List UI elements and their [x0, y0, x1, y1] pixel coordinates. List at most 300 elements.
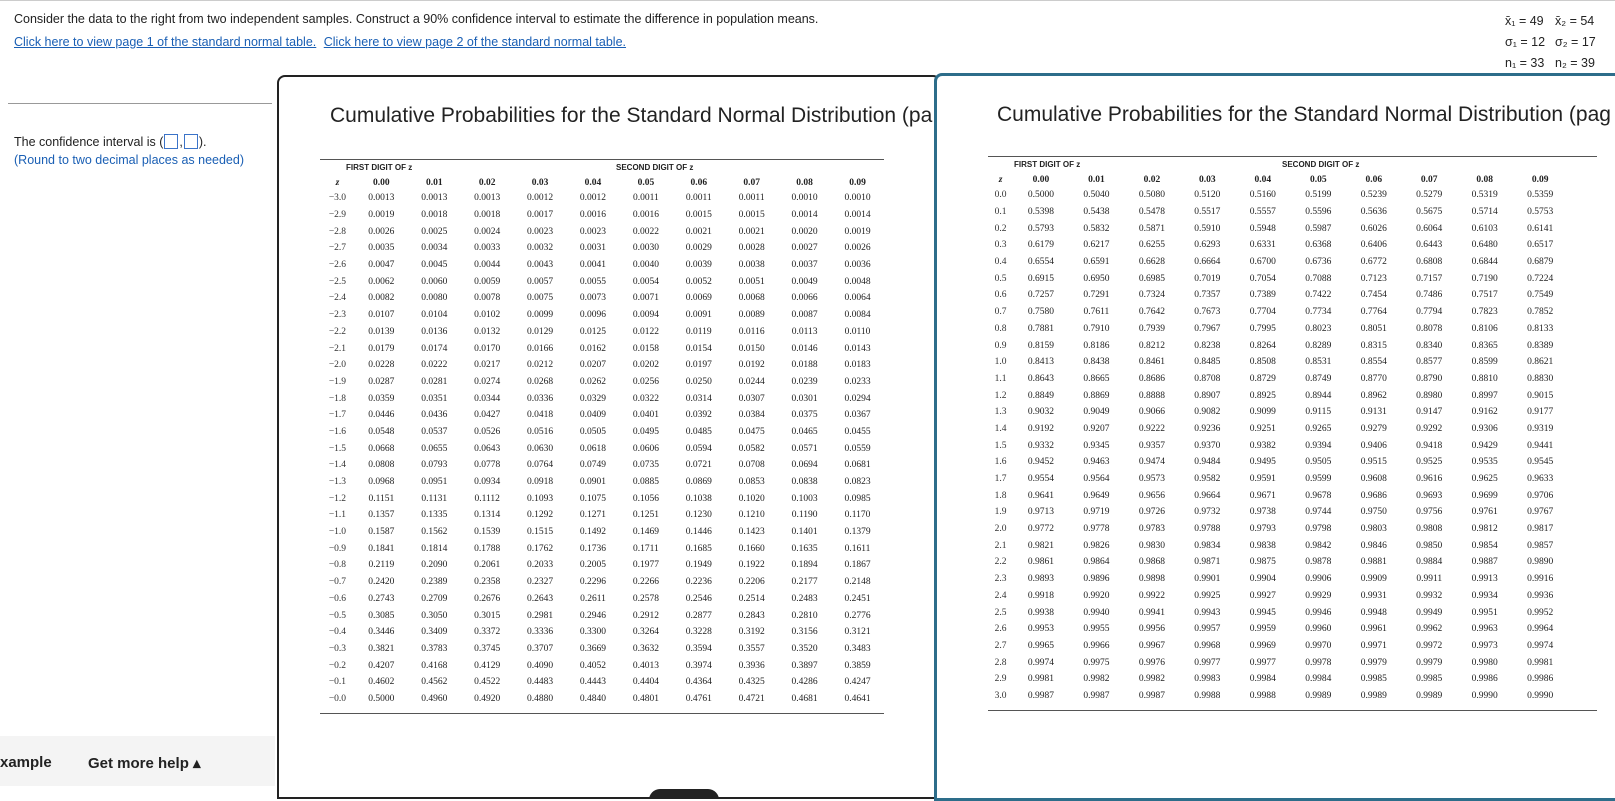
probability-cell: 0.3936	[738, 660, 765, 671]
probability-cell: 0.9850	[1416, 540, 1443, 551]
probability-cell: 0.0655	[421, 443, 448, 454]
z-value-cell: 1.5	[994, 440, 1007, 451]
probability-cell: 0.9394	[1305, 440, 1332, 451]
table-row	[320, 307, 884, 324]
probability-cell: 0.9990	[1471, 690, 1498, 701]
probability-cell: 0.7995	[1249, 323, 1276, 334]
probability-cell: 0.8212	[1138, 340, 1165, 351]
probability-cell: 0.1335	[421, 510, 448, 521]
probability-cell: 0.2451	[844, 593, 871, 604]
probability-cell: 0.8289	[1305, 340, 1332, 351]
probability-cell: 0.3015	[474, 610, 501, 621]
table1-grid	[320, 175, 884, 707]
probability-cell: 0.1788	[474, 543, 501, 554]
probability-cell: 0.8944	[1305, 390, 1332, 401]
probability-cell: 0.0066	[791, 293, 818, 304]
probability-cell: 0.0048	[844, 276, 871, 287]
probability-cell: 0.0359	[368, 393, 395, 404]
probability-cell: 0.9987	[1138, 690, 1165, 701]
z-value-cell: −0.1	[328, 677, 347, 688]
probability-cell: 0.9429	[1471, 440, 1498, 451]
probability-cell: 0.1357	[368, 510, 395, 521]
probability-cell: 0.5871	[1138, 223, 1165, 234]
probability-cell: 0.5319	[1471, 190, 1498, 201]
z-value-cell: −1.8	[328, 393, 347, 404]
probability-cell: 0.0853	[738, 477, 765, 488]
get-more-help-button[interactable]: Get more help ▴	[88, 755, 201, 772]
probability-cell: 0.1093	[527, 493, 554, 504]
normal-table-page1-link[interactable]: Click here to view page 1 of the standard normal table.	[14, 35, 317, 49]
table-header-cell: z	[998, 174, 1003, 185]
probability-cell: 0.6293	[1194, 240, 1221, 251]
probability-cell: 0.1539	[474, 527, 501, 538]
probability-cell: 0.3336	[527, 627, 554, 638]
probability-cell: 0.3483	[844, 643, 871, 654]
probability-cell: 0.9306	[1471, 423, 1498, 434]
probability-cell: 0.0073	[579, 293, 607, 304]
probability-cell: 0.0034	[421, 243, 448, 254]
z-value-cell: 0.2	[994, 223, 1007, 234]
probability-cell: 0.5040	[1083, 190, 1110, 201]
probability-cell: 0.7549	[1527, 290, 1554, 301]
probability-cell: 0.9545	[1527, 457, 1554, 468]
probability-cell: 0.5596	[1305, 207, 1332, 218]
table-row	[320, 324, 884, 341]
probability-cell: 0.0735	[632, 460, 659, 471]
probability-cell: 0.0749	[579, 460, 607, 471]
z-value-cell: 1.4	[994, 423, 1007, 434]
probability-cell: 0.0116	[738, 326, 765, 337]
probability-cell: 0.2546	[685, 593, 712, 604]
probability-cell: 0.9938	[1027, 607, 1054, 618]
probability-cell: 0.0031	[579, 243, 607, 254]
probability-cell: 0.2033	[527, 560, 554, 571]
table-row	[988, 671, 1568, 688]
probability-cell: 0.0020	[791, 226, 818, 237]
probability-cell: 0.0314	[685, 393, 712, 404]
normal-table-page2-link[interactable]: Click here to view page 2 of the standard normal table.	[323, 35, 627, 49]
probability-cell: 0.5832	[1083, 223, 1110, 234]
probability-cell: 0.0934	[474, 477, 501, 488]
probability-cell: 0.0096	[579, 310, 607, 321]
probability-cell: 0.9332	[1027, 440, 1054, 451]
probability-cell: 0.1112	[474, 493, 500, 504]
probability-cell: 0.0885	[632, 477, 659, 488]
probability-cell: 0.0455	[844, 426, 871, 437]
probability-cell: 0.0023	[579, 226, 607, 237]
z-value-cell: 2.1	[994, 540, 1007, 551]
probability-cell: 0.9975	[1083, 657, 1110, 668]
probability-cell: 0.9826	[1083, 540, 1110, 551]
z-value-cell: 3.0	[994, 690, 1007, 701]
probability-cell: 0.9881	[1360, 557, 1387, 568]
probability-cell: 0.9878	[1305, 557, 1332, 568]
probability-cell: 0.9649	[1083, 490, 1110, 501]
probability-cell: 0.0281	[421, 376, 448, 387]
probability-cell: 0.4483	[527, 677, 554, 688]
z-value-cell: −2.3	[328, 310, 347, 321]
probability-cell: 0.0015	[738, 210, 765, 221]
probability-cell: 0.8980	[1416, 390, 1443, 401]
probability-cell: 0.7389	[1249, 290, 1276, 301]
table-row	[320, 357, 884, 374]
z-value-cell: 2.2	[994, 557, 1007, 568]
probability-cell: 0.0122	[632, 326, 659, 337]
probability-cell: 0.9987	[1083, 690, 1110, 701]
probability-cell: 0.1210	[738, 510, 765, 521]
probability-cell: 0.6879	[1527, 257, 1554, 268]
z-value-cell: 2.9	[994, 674, 1007, 685]
probability-cell: 0.5359	[1527, 190, 1554, 201]
table-row	[320, 691, 884, 708]
probability-cell: 0.1762	[527, 543, 554, 554]
probability-cell: 0.7257	[1027, 290, 1054, 301]
table-row	[320, 624, 884, 641]
probability-cell: 0.9251	[1249, 423, 1276, 434]
probability-cell: 0.9370	[1194, 440, 1221, 451]
probability-cell: 0.7673	[1194, 307, 1221, 318]
probability-cell: 0.9838	[1249, 540, 1276, 551]
probability-cell: 0.0367	[844, 410, 871, 421]
probability-cell: 0.1271	[579, 510, 607, 521]
probability-cell: 0.0018	[474, 210, 501, 221]
probability-cell: 0.9967	[1138, 640, 1165, 651]
table-header-cell: 0.00	[373, 177, 390, 188]
sigma2: σ₂ = 17	[1555, 35, 1596, 49]
table1	[320, 159, 884, 714]
probability-cell: 0.1292	[527, 510, 554, 521]
probability-cell: 0.9969	[1249, 640, 1276, 651]
probability-cell: 0.6103	[1471, 223, 1498, 234]
probability-cell: 0.0618	[579, 443, 607, 454]
probability-cell: 0.8438	[1083, 357, 1110, 368]
probability-cell: 0.9964	[1527, 624, 1554, 635]
probability-cell: 0.0035	[368, 243, 395, 254]
probability-cell: 0.3520	[791, 643, 818, 654]
z-value-cell: −2.1	[328, 343, 347, 354]
probability-cell: 0.6808	[1416, 257, 1443, 268]
table-header-cell: z	[335, 177, 340, 188]
probability-cell: 0.0228	[368, 360, 395, 371]
probability-cell: 0.9868	[1138, 557, 1165, 568]
table-links	[14, 35, 630, 49]
probability-cell: 0.9803	[1360, 524, 1387, 535]
probability-cell: 0.0036	[844, 260, 871, 271]
probability-cell: 0.9936	[1527, 590, 1554, 601]
rounding-hint: (Round to two decimal places as needed)	[14, 153, 244, 167]
z-value-cell: −0.0	[328, 693, 347, 704]
probability-cell: 0.1379	[844, 527, 871, 538]
probability-cell: 0.0045	[421, 260, 448, 271]
table-header-cell: 0.06	[690, 177, 708, 188]
probability-cell: 0.9664	[1194, 490, 1221, 501]
probability-cell: 0.0351	[421, 393, 448, 404]
scroll-handle[interactable]	[649, 789, 719, 799]
z-value-cell: −1.2	[328, 493, 347, 504]
probability-cell: 0.9279	[1360, 423, 1387, 434]
probability-cell: 0.0091	[685, 310, 712, 321]
probability-cell: 0.4013	[632, 660, 659, 671]
probability-cell: 0.2483	[791, 593, 818, 604]
probability-cell: 0.4920	[474, 693, 501, 704]
probability-cell: 0.8810	[1471, 373, 1498, 384]
z-value-cell: −2.4	[328, 293, 347, 304]
probability-cell: 0.9564	[1083, 474, 1110, 485]
answer-separator: ,	[179, 135, 183, 149]
probability-cell: 0.9981	[1527, 657, 1554, 668]
table-row	[988, 237, 1568, 254]
probability-cell: 0.0401	[632, 410, 659, 421]
probability-cell: 0.1423	[738, 527, 765, 538]
probability-cell: 0.4761	[685, 693, 712, 704]
x2-bar: x̄₂ = 54	[1555, 14, 1595, 28]
probability-cell: 0.0808	[368, 460, 395, 471]
probability-cell: 0.0197	[685, 360, 712, 371]
probability-cell: 0.9986	[1527, 674, 1554, 685]
probability-cell: 0.5714	[1471, 207, 1498, 218]
probability-cell: 0.8389	[1527, 340, 1554, 351]
probability-cell: 0.0217	[474, 360, 501, 371]
probability-cell: 0.7734	[1305, 307, 1332, 318]
probability-cell: 0.0078	[474, 293, 501, 304]
probability-cell: 0.8643	[1027, 373, 1054, 384]
probability-cell: 0.8159	[1027, 340, 1054, 351]
probability-cell: 0.0016	[632, 210, 659, 221]
probability-cell: 0.0038	[738, 260, 765, 271]
probability-cell: 0.0021	[738, 226, 765, 237]
probability-cell: 0.0409	[579, 410, 607, 421]
table-row	[320, 657, 884, 674]
probability-cell: 0.6844	[1471, 257, 1498, 268]
probability-cell: 0.9726	[1138, 507, 1165, 518]
probability-cell: 0.0011	[738, 193, 765, 204]
probability-cell: 0.0643	[474, 443, 501, 454]
probability-cell: 0.5753	[1527, 207, 1554, 218]
z-value-cell: −0.3	[328, 643, 347, 654]
table-row	[988, 638, 1568, 655]
probability-cell: 0.9292	[1416, 423, 1443, 434]
lower-bound-input[interactable]	[164, 134, 178, 149]
probability-cell: 0.9984	[1249, 674, 1276, 685]
probability-cell: 0.6664	[1194, 257, 1221, 268]
probability-cell: 0.9987	[1027, 690, 1054, 701]
probability-cell: 0.2514	[738, 593, 765, 604]
probability-cell: 0.9222	[1138, 423, 1165, 434]
probability-cell: 0.9633	[1527, 474, 1554, 485]
probability-cell: 0.9893	[1027, 574, 1054, 585]
probability-cell: 0.1814	[421, 543, 448, 554]
probability-cell: 0.8686	[1138, 373, 1165, 384]
probability-cell: 0.8790	[1416, 373, 1443, 384]
probability-cell: 0.9750	[1360, 507, 1387, 518]
probability-cell: 0.2843	[738, 610, 765, 621]
table-header-cell: 0.08	[1476, 174, 1493, 185]
probability-cell: 0.9484	[1194, 457, 1221, 468]
table-row	[320, 490, 884, 507]
probability-cell: 0.8106	[1471, 323, 1498, 334]
probability-cell: 0.9960	[1305, 624, 1332, 635]
probability-cell: 0.0384	[738, 410, 765, 421]
z-value-cell: −2.9	[328, 210, 347, 221]
probability-cell: 0.9842	[1305, 540, 1332, 551]
probability-cell: 0.5000	[368, 693, 395, 704]
table-header-cell: 0.04	[584, 177, 602, 188]
probability-cell: 0.9977	[1249, 657, 1276, 668]
table-row	[988, 287, 1568, 304]
probability-cell: 0.9864	[1083, 557, 1110, 568]
probability-cell: 0.7881	[1027, 323, 1054, 334]
probability-cell: 0.3121	[844, 627, 871, 638]
probability-cell: 0.0019	[368, 210, 395, 221]
probability-cell: 0.9719	[1083, 507, 1110, 518]
table-row	[988, 537, 1568, 554]
probability-cell: 0.0027	[791, 243, 818, 254]
probability-cell: 0.9983	[1194, 674, 1221, 685]
probability-cell: 0.0026	[368, 226, 395, 237]
probability-cell: 0.9778	[1083, 524, 1110, 535]
probability-cell: 0.3050	[421, 610, 448, 621]
probability-cell: 0.3783	[421, 643, 448, 654]
probability-cell: 0.0392	[685, 410, 712, 421]
probability-cell: 0.7088	[1305, 273, 1332, 284]
probability-cell: 0.9909	[1360, 574, 1387, 585]
z-value-cell: −2.7	[328, 243, 347, 254]
table-row	[320, 240, 884, 257]
probability-cell: 0.9192	[1027, 423, 1054, 434]
probability-cell: 0.9671	[1249, 490, 1276, 501]
probability-cell: 0.2090	[421, 560, 448, 571]
probability-cell: 0.5478	[1138, 207, 1165, 218]
probability-cell: 0.3085	[368, 610, 395, 621]
probability-cell: 0.4286	[791, 677, 818, 688]
table-row	[988, 337, 1568, 354]
probability-cell: 0.8888	[1138, 390, 1165, 401]
probability-cell: 0.1841	[368, 543, 395, 554]
probability-cell: 0.6950	[1083, 273, 1110, 284]
probability-cell: 0.9929	[1305, 590, 1332, 601]
probability-cell: 0.0089	[738, 310, 765, 321]
probability-cell: 0.9656	[1138, 490, 1165, 501]
probability-cell: 0.9932	[1416, 590, 1443, 601]
z-value-cell: −0.8	[328, 560, 347, 571]
probability-cell: 0.2776	[844, 610, 871, 621]
probability-cell: 0.6985	[1138, 273, 1165, 284]
z-value-cell: 2.7	[994, 640, 1007, 651]
probability-cell: 0.9974	[1027, 657, 1054, 668]
answer-suffix: ).	[198, 135, 207, 149]
table-header-cell: 0.03	[531, 177, 549, 188]
z-value-cell: 0.5	[994, 273, 1007, 284]
probability-cell: 0.3859	[844, 660, 871, 671]
probability-cell: 0.9641	[1027, 490, 1054, 501]
probability-cell: 0.9236	[1194, 423, 1221, 434]
probability-cell: 0.0055	[579, 276, 607, 287]
probability-cell: 0.0032	[527, 243, 554, 254]
probability-cell: 0.0166	[527, 343, 554, 354]
probability-cell: 0.9989	[1305, 690, 1332, 701]
probability-cell: 0.6217	[1083, 240, 1110, 251]
probability-cell: 0.9971	[1360, 640, 1387, 651]
table-header-cell: 0.01	[1088, 174, 1105, 185]
probability-cell: 0.0014	[844, 210, 871, 221]
probability-cell: 0.9857	[1527, 540, 1554, 551]
upper-bound-input[interactable]	[184, 134, 198, 149]
z-value-cell: 1.8	[994, 490, 1007, 501]
probability-cell: 0.0125	[579, 326, 607, 337]
probability-cell: 0.9965	[1027, 640, 1054, 651]
probability-cell: 0.6026	[1360, 223, 1387, 234]
probability-cell: 0.0630	[527, 443, 554, 454]
probability-cell: 0.7054	[1249, 273, 1276, 284]
probability-cell: 0.8365	[1471, 340, 1498, 351]
probability-cell: 0.7642	[1138, 307, 1165, 318]
z-value-cell: −0.2	[328, 660, 347, 671]
probability-cell: 0.9207	[1083, 423, 1110, 434]
probability-cell: 0.2389	[421, 577, 448, 588]
probability-cell: 0.9980	[1471, 657, 1498, 668]
probability-cell: 0.8925	[1249, 390, 1276, 401]
probability-cell: 0.1635	[791, 543, 818, 554]
table-row	[320, 257, 884, 274]
probability-cell: 0.3156	[791, 627, 818, 638]
probability-cell: 0.9956	[1138, 624, 1165, 635]
table1-title: Cumulative Probabilities for the Standard Normal Distribution (pa	[330, 104, 933, 127]
table-row	[988, 437, 1568, 454]
probability-cell: 0.9945	[1249, 607, 1276, 618]
probability-cell: 0.2981	[527, 610, 554, 621]
probability-cell: 0.0033	[474, 243, 501, 254]
table-row	[320, 440, 884, 457]
example-button[interactable]: xample	[0, 754, 52, 771]
z-value-cell: −0.6	[328, 593, 347, 604]
z-value-cell: 0.9	[994, 340, 1007, 351]
probability-cell: 0.0233	[844, 376, 871, 387]
probability-cell: 0.9345	[1083, 440, 1110, 451]
probability-cell: 0.1515	[527, 527, 554, 538]
probability-cell: 0.5675	[1416, 207, 1443, 218]
probability-cell: 0.6591	[1083, 257, 1110, 268]
probability-cell: 0.7019	[1194, 273, 1221, 284]
probability-cell: 0.9925	[1194, 590, 1221, 601]
probability-cell: 0.9931	[1360, 590, 1387, 601]
probability-cell: 0.3557	[738, 643, 765, 654]
probability-cell: 0.0104	[421, 310, 448, 321]
probability-cell: 0.0336	[527, 393, 554, 404]
probability-cell: 0.9989	[1416, 690, 1443, 701]
table-row	[988, 487, 1568, 504]
probability-cell: 0.1611	[844, 543, 871, 554]
probability-cell: 0.3745	[474, 643, 501, 654]
probability-cell: 0.7422	[1305, 290, 1332, 301]
probability-cell: 0.3707	[527, 643, 554, 654]
z-value-cell: 1.2	[994, 390, 1007, 401]
probability-cell: 0.9738	[1249, 507, 1276, 518]
z-value-cell: 1.9	[994, 507, 1007, 518]
probability-cell: 0.2643	[527, 593, 554, 604]
probability-cell: 0.2578	[632, 593, 659, 604]
probability-cell: 0.8078	[1416, 323, 1443, 334]
probability-cell: 0.9706	[1527, 490, 1554, 501]
probability-cell: 0.9884	[1416, 557, 1443, 568]
z-value-cell: −2.2	[328, 326, 347, 337]
probability-cell: 0.9441	[1527, 440, 1554, 451]
probability-cell: 0.9957	[1194, 624, 1221, 635]
probability-cell: 0.6406	[1360, 240, 1387, 251]
probability-cell: 0.0069	[685, 293, 712, 304]
probability-cell: 0.5279	[1416, 190, 1443, 201]
probability-cell: 0.0202	[632, 360, 659, 371]
probability-cell: 0.9767	[1527, 507, 1554, 518]
